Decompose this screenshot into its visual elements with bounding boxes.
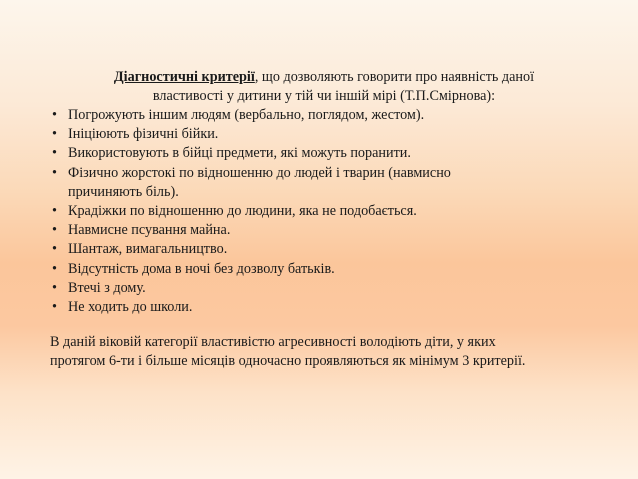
list-item	[50, 298, 610, 317]
list-item-text: Фізично жорстокі по відношенню до людей і тварин (навмисно причиняють біль).	[68, 164, 451, 200]
list-item	[50, 144, 610, 163]
list-item	[50, 125, 610, 144]
bullet-icon: •	[52, 279, 57, 296]
criteria-label: Діагностичні критерії	[113, 69, 255, 85]
list-item	[50, 202, 610, 221]
bullet-icon: •	[52, 164, 57, 181]
list-item-text: Крадіжки по відношенню до людини, яка не подобається.	[68, 203, 417, 220]
list-item-text: Не ходить до школи.	[68, 299, 193, 316]
list-item	[50, 221, 610, 240]
list-item-text: Використовують в бійці предмети, які можуть поранити.	[68, 145, 411, 162]
bullet-icon: •	[52, 241, 57, 258]
bullet-icon: •	[52, 126, 57, 143]
list-item	[50, 240, 610, 259]
list-item	[50, 260, 610, 279]
list-item	[50, 106, 610, 125]
heading-line-1	[64, 68, 584, 87]
list-item-text: Втечі з дому.	[68, 279, 146, 296]
bullet-icon: •	[52, 107, 57, 123]
list-item	[50, 164, 508, 202]
list-item-text: Відсутність дома в ночі без дозволу батьків.	[68, 260, 335, 277]
heading-line-2: властивості у дитини у тій чи іншій мірі (Т.П.Смірнова):	[152, 88, 496, 104]
list-item	[50, 279, 610, 298]
bullet-icon: •	[52, 299, 57, 316]
list-item-text: Погрожують іншим людям (вербально, поглядом, жестом).	[68, 107, 425, 123]
summary-line-1: В даній віковій категорії властивістю агресивності володіють діти, у яких	[50, 334, 496, 350]
list-item-text: Навмисне псування майна.	[68, 222, 231, 239]
bullet-icon: •	[52, 203, 57, 220]
criteria-heading	[64, 68, 584, 106]
summary-paragraph	[50, 333, 610, 371]
list-item-text: Ініціюють фізичні бійки.	[68, 126, 219, 143]
bullet-icon: •	[52, 260, 57, 277]
heading-line-1-rest: , що дозволяють говорити про наявність даної	[254, 69, 535, 85]
bullet-icon: •	[52, 222, 57, 239]
list-item-text: Шантаж, вимагальництво.	[68, 241, 228, 258]
summary-line-2: протягом 6-ти і більше місяців одночасно проявляються як мінімум 3 критерії.	[50, 353, 526, 370]
bullet-icon: •	[52, 145, 57, 162]
criteria-list	[50, 106, 610, 317]
